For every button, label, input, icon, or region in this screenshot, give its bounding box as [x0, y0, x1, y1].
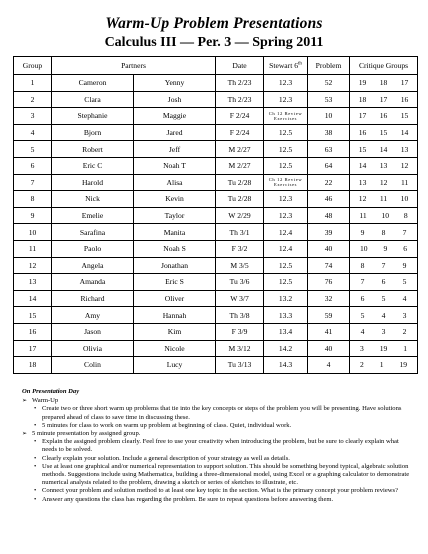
stewart-section: 12.5	[264, 274, 308, 291]
critique-group: 15	[400, 111, 409, 121]
partner-1: Richard	[52, 290, 134, 307]
critique-group: 6	[381, 277, 386, 287]
partner-2: Eric S	[134, 274, 216, 291]
critique-groups	[350, 108, 418, 125]
critique-group: 13	[358, 177, 367, 187]
note-bullet: • Use at least one graphical and/or numerical representation to support solution. This should be something beyond typical, algebraic solution methods. Suggestions include using Mathematica, building a three-dimensional model, using Excel or a graphing calculator to demonstrate numerical analysis related to the problem, drawing a sketch or series of sketches to illustrate, etc.	[22, 463, 414, 488]
table-row	[14, 91, 418, 108]
partner-2: Yenny	[134, 75, 216, 92]
presentation-notes	[22, 388, 414, 504]
critique-group: 13	[379, 161, 388, 171]
stewart-section: 12.5	[264, 141, 308, 158]
table-row	[14, 124, 418, 141]
presentation-date: Tu 3/13	[216, 357, 264, 374]
partner-2: Noah S	[134, 240, 216, 257]
group-number: 9	[14, 207, 52, 224]
partner-2: Manita	[134, 224, 216, 241]
presentation-date: Tu 3/6	[216, 274, 264, 291]
critique-group: 1	[379, 360, 384, 370]
critique-group: 14	[379, 144, 388, 154]
critique-group: 12	[358, 194, 367, 204]
critique-groups	[350, 340, 418, 357]
critique-group: 4	[360, 327, 365, 337]
partner-1: Clara	[52, 91, 134, 108]
group-number: 3	[14, 108, 52, 125]
critique-groups	[350, 240, 418, 257]
critique-group: 8	[403, 211, 408, 221]
note-bullet: • Explain the assigned problem clearly. Feel free to use your creativity when introducing the problem, but be sure to clearly explain what needs to be solved.	[22, 438, 414, 454]
critique-group: 12	[379, 177, 388, 187]
critique-group: 5	[360, 310, 365, 320]
partner-2: Noah T	[134, 157, 216, 174]
partner-1: Angela	[52, 257, 134, 274]
partner-2: Kim	[134, 323, 216, 340]
table-row	[14, 108, 418, 125]
problem-number: 53	[308, 91, 350, 108]
header-date: Date	[216, 57, 264, 75]
critique-groups	[350, 124, 418, 141]
table-row	[14, 157, 418, 174]
problem-number: 52	[308, 75, 350, 92]
critique-group: 14	[358, 161, 367, 171]
critique-group: 19	[379, 343, 388, 353]
critique-groups	[350, 191, 418, 208]
table-row	[14, 340, 418, 357]
table-row	[14, 224, 418, 241]
critique-groups	[350, 157, 418, 174]
critique-group: 14	[400, 128, 409, 138]
partner-1: Olivia	[52, 340, 134, 357]
presentation-date: F 2/24	[216, 108, 264, 125]
partner-1: Bjorn	[52, 124, 134, 141]
critique-group: 6	[403, 244, 408, 254]
table-row	[14, 240, 418, 257]
partner-1: Nick	[52, 191, 134, 208]
critique-group: 2	[359, 360, 364, 370]
partner-2: Oliver	[134, 290, 216, 307]
critique-group: 13	[400, 144, 409, 154]
critique-group: 4	[402, 294, 407, 304]
critique-group: 18	[379, 78, 388, 88]
stewart-section-line2: Exercises	[274, 182, 298, 188]
partner-1: Stephanie	[52, 108, 134, 125]
stewart-section: 12.5	[264, 124, 308, 141]
problem-number: 63	[308, 141, 350, 158]
critique-group: 19	[399, 360, 408, 370]
partner-1: Paolo	[52, 240, 134, 257]
group-number: 16	[14, 323, 52, 340]
critique-group: 17	[400, 78, 409, 88]
critique-groups	[350, 224, 418, 241]
critique-groups	[350, 141, 418, 158]
problem-number: 76	[308, 274, 350, 291]
critique-group: 10	[400, 194, 409, 204]
group-number: 1	[14, 75, 52, 92]
stewart-section	[264, 174, 308, 191]
partner-1: Jason	[52, 323, 134, 340]
critique-group: 4	[381, 310, 386, 320]
critique-groups	[350, 174, 418, 191]
presentation-heading: ➢ 5 minute presentation by assigned group.	[22, 430, 414, 438]
partner-1: Amanda	[52, 274, 134, 291]
problem-number: 41	[308, 323, 350, 340]
presentation-date: F 3/9	[216, 323, 264, 340]
group-number: 17	[14, 340, 52, 357]
note-bullet: • 5 minutes for class to work on warm up problem at beginning of class. Quiet, individual work.	[22, 422, 414, 430]
presentation-date: W 2/29	[216, 207, 264, 224]
partner-2: Jeff	[134, 141, 216, 158]
critique-group: 6	[360, 294, 365, 304]
critique-group: 12	[400, 161, 409, 171]
stewart-section: 14.2	[264, 340, 308, 357]
presentation-date: Th 2/23	[216, 91, 264, 108]
roster-table	[13, 56, 418, 374]
critique-group: 3	[381, 327, 386, 337]
critique-group: 16	[400, 94, 409, 104]
stewart-section: 12.3	[264, 191, 308, 208]
table-row	[14, 274, 418, 291]
problem-number: 74	[308, 257, 350, 274]
partner-2: Nicole	[134, 340, 216, 357]
partner-1: Emelie	[52, 207, 134, 224]
header-partners: Partners	[52, 57, 216, 75]
stewart-section: 12.3	[264, 75, 308, 92]
partner-2: Jonathan	[134, 257, 216, 274]
group-number: 13	[14, 274, 52, 291]
group-number: 6	[14, 157, 52, 174]
header-stewart	[264, 57, 308, 75]
presentation-date: Th 2/23	[216, 75, 264, 92]
presentation-date: M 2/27	[216, 157, 264, 174]
critique-group: 7	[360, 277, 365, 287]
critique-groups	[350, 91, 418, 108]
stewart-section: 13.2	[264, 290, 308, 307]
critique-group: 19	[358, 78, 367, 88]
group-number: 4	[14, 124, 52, 141]
critique-groups	[350, 323, 418, 340]
partner-2: Jared	[134, 124, 216, 141]
partner-1: Cameron	[52, 75, 134, 92]
note-bullet: • Create two or three short warm up problems that tie into the key concepts or steps of the problem you will be presenting. Have solutions prepared ahead of class to save time in discussing these.	[22, 405, 414, 421]
group-number: 8	[14, 191, 52, 208]
problem-number: 38	[308, 124, 350, 141]
partner-2: Josh	[134, 91, 216, 108]
presentation-date: Tu 2/28	[216, 174, 264, 191]
critique-group: 2	[402, 327, 407, 337]
problem-number: 46	[308, 191, 350, 208]
critique-groups	[350, 274, 418, 291]
critique-group: 16	[379, 111, 388, 121]
partner-2: Alisa	[134, 174, 216, 191]
critique-group: 1	[403, 343, 408, 353]
table-header-row	[14, 57, 418, 75]
critique-group: 11	[400, 177, 409, 187]
problem-number: 39	[308, 224, 350, 241]
page-subtitle: Calculus III — Per. 3 — Spring 2011	[104, 35, 324, 50]
page-title: Warm-Up Problem Presentations	[105, 15, 323, 32]
header-problem: Problem	[308, 57, 350, 75]
partner-1: Eric C	[52, 157, 134, 174]
partner-1: Sarafina	[52, 224, 134, 241]
critique-group: 10	[359, 244, 368, 254]
presentation-date: F 2/24	[216, 124, 264, 141]
group-number: 12	[14, 257, 52, 274]
problem-number: 10	[308, 108, 350, 125]
presentation-date: W 3/7	[216, 290, 264, 307]
stewart-section: 12.4	[264, 240, 308, 257]
table-row	[14, 207, 418, 224]
stewart-section: 12.4	[264, 224, 308, 241]
critique-group: 9	[402, 260, 407, 270]
problem-number: 22	[308, 174, 350, 191]
partner-2: Taylor	[134, 207, 216, 224]
partner-1: Colin	[52, 357, 134, 374]
stewart-section: 12.3	[264, 91, 308, 108]
table-row	[14, 257, 418, 274]
stewart-section: 13.4	[264, 323, 308, 340]
critique-group: 3	[359, 343, 364, 353]
table-row	[14, 141, 418, 158]
problem-number: 40	[308, 240, 350, 257]
presentation-date: Th 3/1	[216, 224, 264, 241]
critique-group: 15	[379, 128, 388, 138]
critique-group: 16	[358, 128, 367, 138]
notes-heading: On Presentation Day	[22, 388, 80, 395]
presentation-date: Tu 2/28	[216, 191, 264, 208]
table-row	[14, 357, 418, 374]
table-row	[14, 290, 418, 307]
stewart-section: 12.3	[264, 207, 308, 224]
critique-groups	[350, 75, 418, 92]
table-row	[14, 307, 418, 324]
header-stewart-sup: th	[298, 61, 302, 67]
critique-group: 18	[358, 94, 367, 104]
group-number: 10	[14, 224, 52, 241]
problem-number: 59	[308, 307, 350, 324]
table-row	[14, 323, 418, 340]
group-number: 2	[14, 91, 52, 108]
critique-groups	[350, 290, 418, 307]
group-number: 11	[14, 240, 52, 257]
group-number: 5	[14, 141, 52, 158]
critique-groups	[350, 357, 418, 374]
stewart-section: 12.5	[264, 257, 308, 274]
critique-group: 7	[402, 227, 407, 237]
partner-1: Amy	[52, 307, 134, 324]
partner-1: Harold	[52, 174, 134, 191]
table-row	[14, 75, 418, 92]
stewart-section: 12.5	[264, 157, 308, 174]
stewart-section-line1: Ch 12 Review	[268, 110, 303, 116]
header-critique: Critique Groups	[350, 57, 418, 75]
partner-2: Maggie	[134, 108, 216, 125]
critique-group: 5	[381, 294, 386, 304]
critique-group: 11	[359, 211, 367, 221]
group-number: 18	[14, 357, 52, 374]
problem-number: 40	[308, 340, 350, 357]
note-bullet: • Connect your problem and solution method to at least one key topic in the section. What is the primary concept your problem reviews?	[22, 487, 414, 495]
problem-number: 48	[308, 207, 350, 224]
critique-group: 5	[402, 277, 407, 287]
note-bullet: • Answer any questions the class has regarding the problem. Be sure to repeat questions before answering them.	[22, 496, 414, 504]
problem-number: 32	[308, 290, 350, 307]
critique-group: 10	[381, 211, 390, 221]
stewart-section	[264, 108, 308, 125]
partner-2: Lucy	[134, 357, 216, 374]
stewart-section: 14.3	[264, 357, 308, 374]
group-number: 15	[14, 307, 52, 324]
stewart-section-line2: Exercises	[274, 115, 298, 121]
critique-group: 7	[381, 260, 386, 270]
critique-group: 17	[379, 94, 388, 104]
critique-group: 9	[383, 244, 388, 254]
critique-group: 11	[379, 194, 388, 204]
critique-group: 9	[360, 227, 365, 237]
partner-1: Robert	[52, 141, 134, 158]
critique-group: 15	[358, 144, 367, 154]
presentation-date: M 3/12	[216, 340, 264, 357]
presentation-date: M 2/27	[216, 141, 264, 158]
partner-2: Hannah	[134, 307, 216, 324]
stewart-section-line1: Ch 12 Review	[268, 177, 303, 183]
presentation-date: F 3/2	[216, 240, 264, 257]
group-number: 7	[14, 174, 52, 191]
warmup-heading: ➢ Warm-Up	[22, 397, 414, 405]
header-stewart-text: Stewart 6	[269, 61, 299, 70]
critique-groups	[350, 307, 418, 324]
note-bullet: • Clearly explain your solution. Include a general description of your strategy as well as details.	[22, 455, 414, 463]
table-row	[14, 191, 418, 208]
header-group: Group	[14, 57, 52, 75]
critique-group: 8	[360, 260, 365, 270]
group-number: 14	[14, 290, 52, 307]
critique-group: 3	[402, 310, 407, 320]
stewart-section: 13.3	[264, 307, 308, 324]
table-row	[14, 174, 418, 191]
problem-number: 64	[308, 157, 350, 174]
critique-groups	[350, 257, 418, 274]
presentation-date: M 3/5	[216, 257, 264, 274]
presentation-date: Th 3/8	[216, 307, 264, 324]
critique-group: 8	[381, 227, 386, 237]
critique-groups	[350, 207, 418, 224]
critique-group: 17	[358, 111, 367, 121]
problem-number: 4	[308, 357, 350, 374]
partner-2: Kevin	[134, 191, 216, 208]
